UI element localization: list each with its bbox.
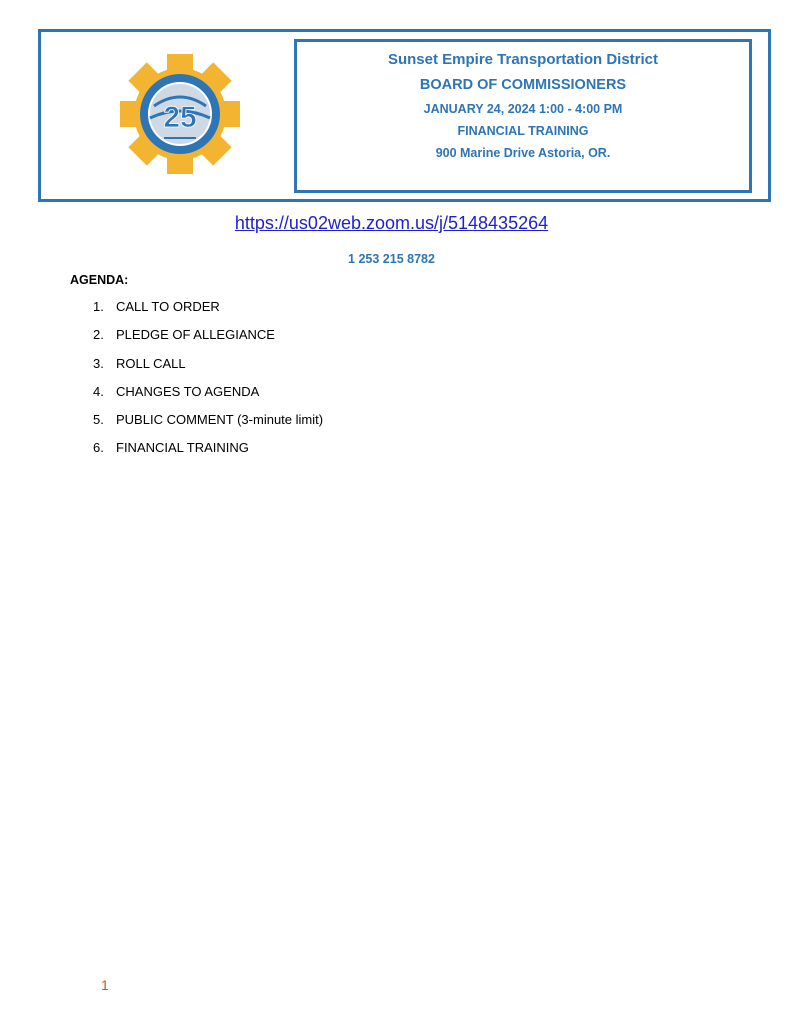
zoom-meeting-link[interactable]: https://us02web.zoom.us/j/5148435264 xyxy=(234,213,549,233)
agenda-item-number: 4. xyxy=(93,383,104,399)
agenda-item-text: ROLL CALL xyxy=(116,355,186,371)
meeting-address: 900 Marine Drive Astoria, OR. xyxy=(435,146,611,160)
agenda-item xyxy=(93,412,323,440)
agenda-list xyxy=(93,299,323,469)
district-25-year-logo xyxy=(120,54,240,174)
organization-name: Sunset Empire Transportation District xyxy=(387,51,659,68)
agenda-item xyxy=(93,327,323,355)
board-title: BOARD OF COMMISSIONERS xyxy=(419,77,627,93)
agenda-item-text: FINANCIAL TRAINING xyxy=(116,440,249,456)
agenda-item-text: PLEDGE OF ALLEGIANCE xyxy=(116,327,275,343)
session-title: FINANCIAL TRAINING xyxy=(457,124,589,138)
agenda-item-number: 6. xyxy=(93,440,104,456)
agenda-heading: AGENDA: xyxy=(70,273,129,287)
meeting-date-time: JANUARY 24, 2024 1:00 - 4:00 PM xyxy=(423,102,623,116)
agenda-item-number: 3. xyxy=(93,355,104,371)
page-number: 1 xyxy=(101,977,109,993)
agenda-item-number: 1. xyxy=(93,299,104,314)
agenda-item-text: CALL TO ORDER xyxy=(116,299,220,314)
agenda-item xyxy=(93,299,323,327)
svg-text:25: 25 xyxy=(163,101,197,134)
agenda-item-text: CHANGES TO AGENDA xyxy=(116,383,260,399)
meeting-header-box xyxy=(294,39,752,193)
dial-in-phone: 1 253 215 8782 xyxy=(348,252,435,266)
agenda-item xyxy=(93,356,323,384)
agenda-item-number: 5. xyxy=(93,412,104,428)
agenda-item xyxy=(93,384,323,412)
agenda-item xyxy=(93,440,323,468)
agenda-item-number: 2. xyxy=(93,327,104,343)
agenda-item-text: PUBLIC COMMENT (3-minute limit) xyxy=(116,412,324,428)
